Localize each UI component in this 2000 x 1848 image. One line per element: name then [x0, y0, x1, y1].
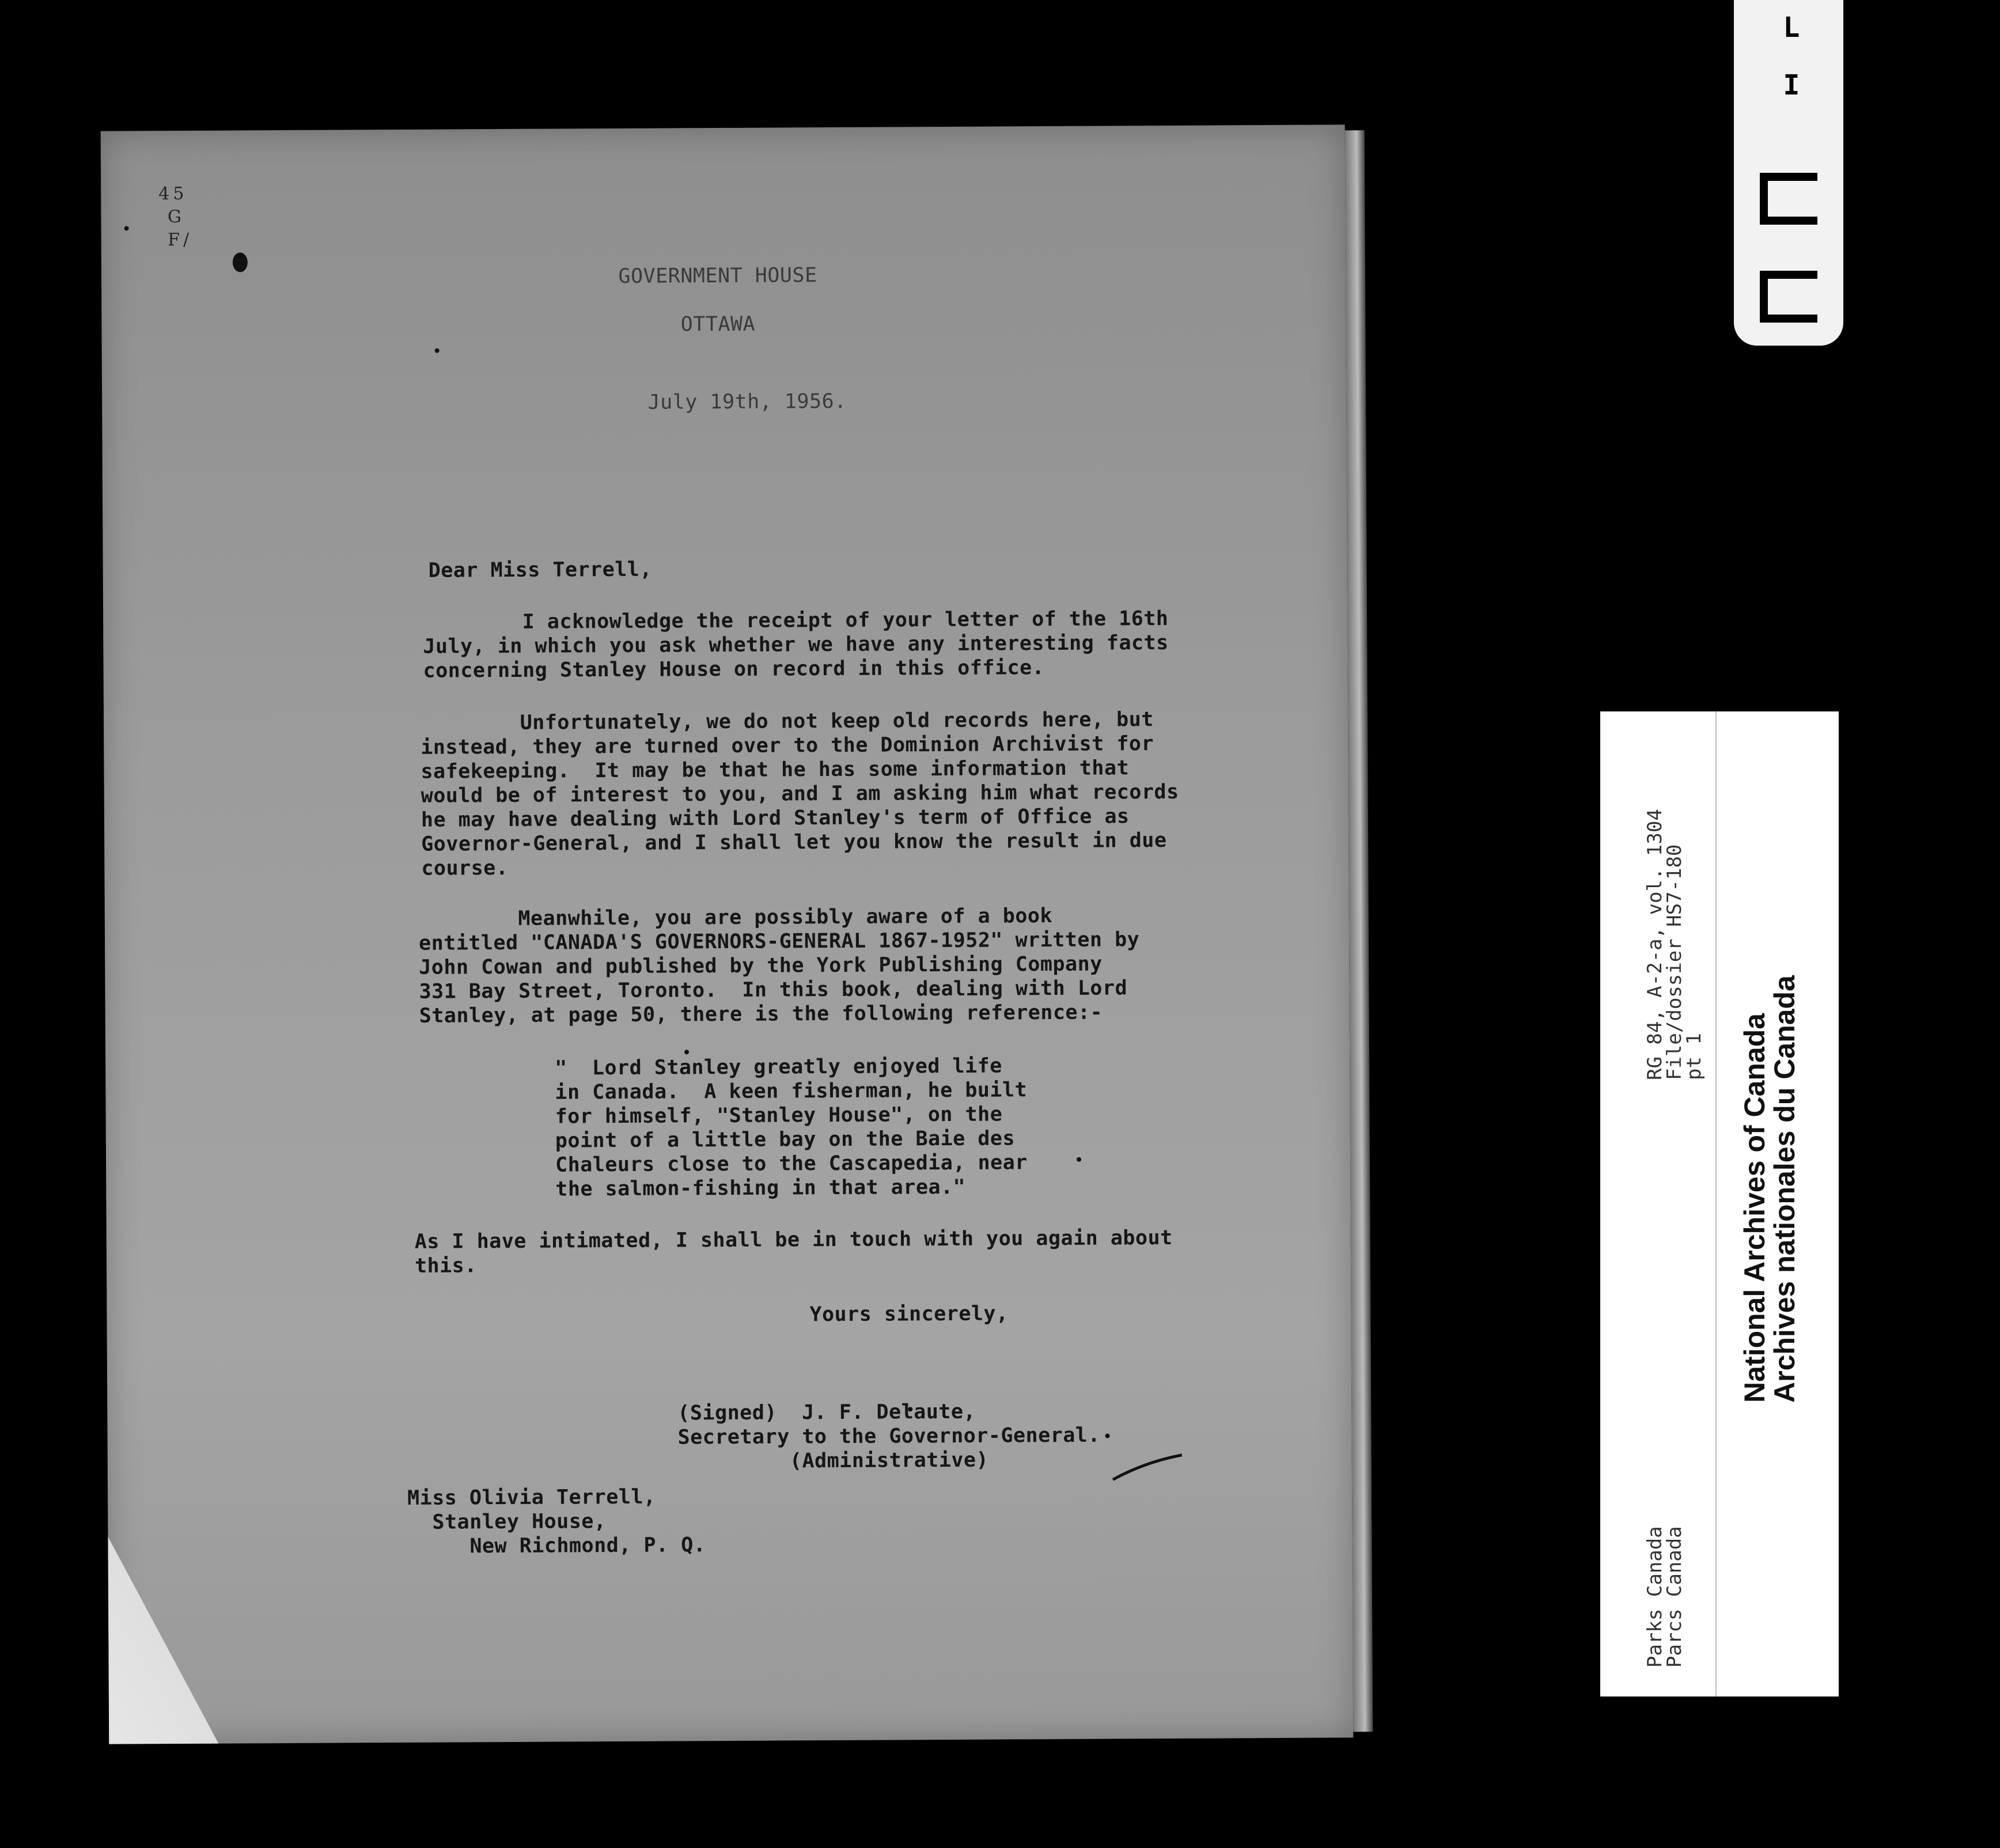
department-line: Parcs Canada	[1663, 1526, 1686, 1668]
archive-reference	[1645, 809, 1704, 1080]
label-divider	[1715, 711, 1717, 1696]
paragraph-line: instead, they are turned over to the Dominion Archivist for	[421, 732, 1154, 759]
speck	[1077, 1157, 1081, 1162]
quote-line: " Lord Stanley greatly enjoyed life	[555, 1054, 1002, 1080]
reel-mark-text: L	[1783, 12, 1800, 44]
paragraph-line: course.	[421, 856, 509, 880]
signature-line: (Signed) J. F. Delaute,	[677, 1400, 976, 1425]
paragraph-line: would be of interest to you, and I am asking him what records	[421, 780, 1179, 808]
paragraph-line: Meanwhile, you are possibly aware of a book	[418, 904, 1053, 931]
quote-line: the salmon-fishing in that area."	[555, 1175, 966, 1201]
address-line: Stanley House,	[407, 1510, 607, 1534]
paragraph-line: I acknowledge the receipt of your letter of the 16th	[423, 607, 1169, 634]
letter-date: July 19th, 1956.	[647, 389, 847, 414]
paragraph-line: John Cowan and published by the York Publishing Company	[419, 952, 1103, 979]
letterhead-city: OTTAWA	[680, 312, 756, 336]
reference-line: pt 1	[1683, 1033, 1706, 1080]
reference-line: RG 84, A-2-a, vol. 1304	[1643, 809, 1666, 1080]
speck	[435, 349, 440, 353]
paragraph-line: Stanley, at page 50, there is the following reference:-	[419, 1001, 1103, 1028]
paragraph-line: he may have dealing with Lord Stanley's term of Office as	[421, 805, 1130, 832]
institution-line: Archives nationales du Canada	[1768, 975, 1801, 1403]
paragraph-line: Unfortunately, we do not keep old records here, but	[420, 708, 1154, 735]
letterhead-org: GOVERNMENT HOUSE	[618, 264, 817, 288]
paragraph-line: safekeeping. It may be that he has some information that	[421, 756, 1130, 783]
pen-stroke	[1110, 1451, 1185, 1486]
department-line: Parks Canada	[1643, 1526, 1666, 1668]
quote-line: Chaleurs close to the Cascapedia, near	[555, 1151, 1028, 1177]
paragraph-line: this.	[414, 1254, 477, 1278]
quote-line: for himself, "Stanley House", on the	[555, 1103, 1003, 1129]
paragraph-line: Governor-General, and I shall let you know the result in due	[421, 829, 1167, 856]
salutation: Dear Miss Terrell,	[428, 558, 653, 582]
institution-line: National Archives of Canada	[1738, 1013, 1771, 1403]
quote-line: in Canada. A keen fisherman, he built	[555, 1078, 1028, 1104]
handwritten-file-marks: 45 G F/	[158, 183, 193, 251]
address-line: New Richmond, P. Q.	[407, 1533, 706, 1558]
speck	[124, 226, 129, 230]
signature-line: (Administrative)	[677, 1448, 989, 1474]
paragraph-line: concerning Stanley House on record in this office.	[423, 656, 1045, 683]
signature-line: Secretary to the Governor-General.	[677, 1423, 1101, 1449]
speck	[684, 1050, 689, 1054]
quote-line: point of a little bay on the Baie des	[555, 1127, 1016, 1153]
film-reel-marker	[1734, 0, 1843, 346]
address-line: Miss Olivia Terrell,	[407, 1485, 656, 1510]
page-edge	[1345, 130, 1373, 1732]
letter-page	[101, 124, 1354, 1744]
paragraph-line: As I have intimated, I shall be in touch with you again about	[414, 1226, 1173, 1254]
institution-name	[1740, 975, 1800, 1403]
reference-line: File/dossier HS7-180	[1663, 844, 1686, 1080]
paragraph-line: entitled "CANADA'S GOVERNORS-GENERAL 1867-1952" written by	[418, 928, 1140, 955]
reel-mark-text: I	[1783, 69, 1800, 101]
speck	[1105, 1434, 1110, 1438]
paragraph-line: 331 Bay Street, Toronto. In this book, dealing with Lord	[419, 976, 1128, 1003]
archive-label	[1600, 711, 1839, 1696]
department-name	[1645, 1526, 1684, 1668]
paragraph-line: July, in which you ask whether we have any interesting facts	[423, 631, 1169, 658]
closing: Yours sincerely,	[809, 1302, 1009, 1327]
